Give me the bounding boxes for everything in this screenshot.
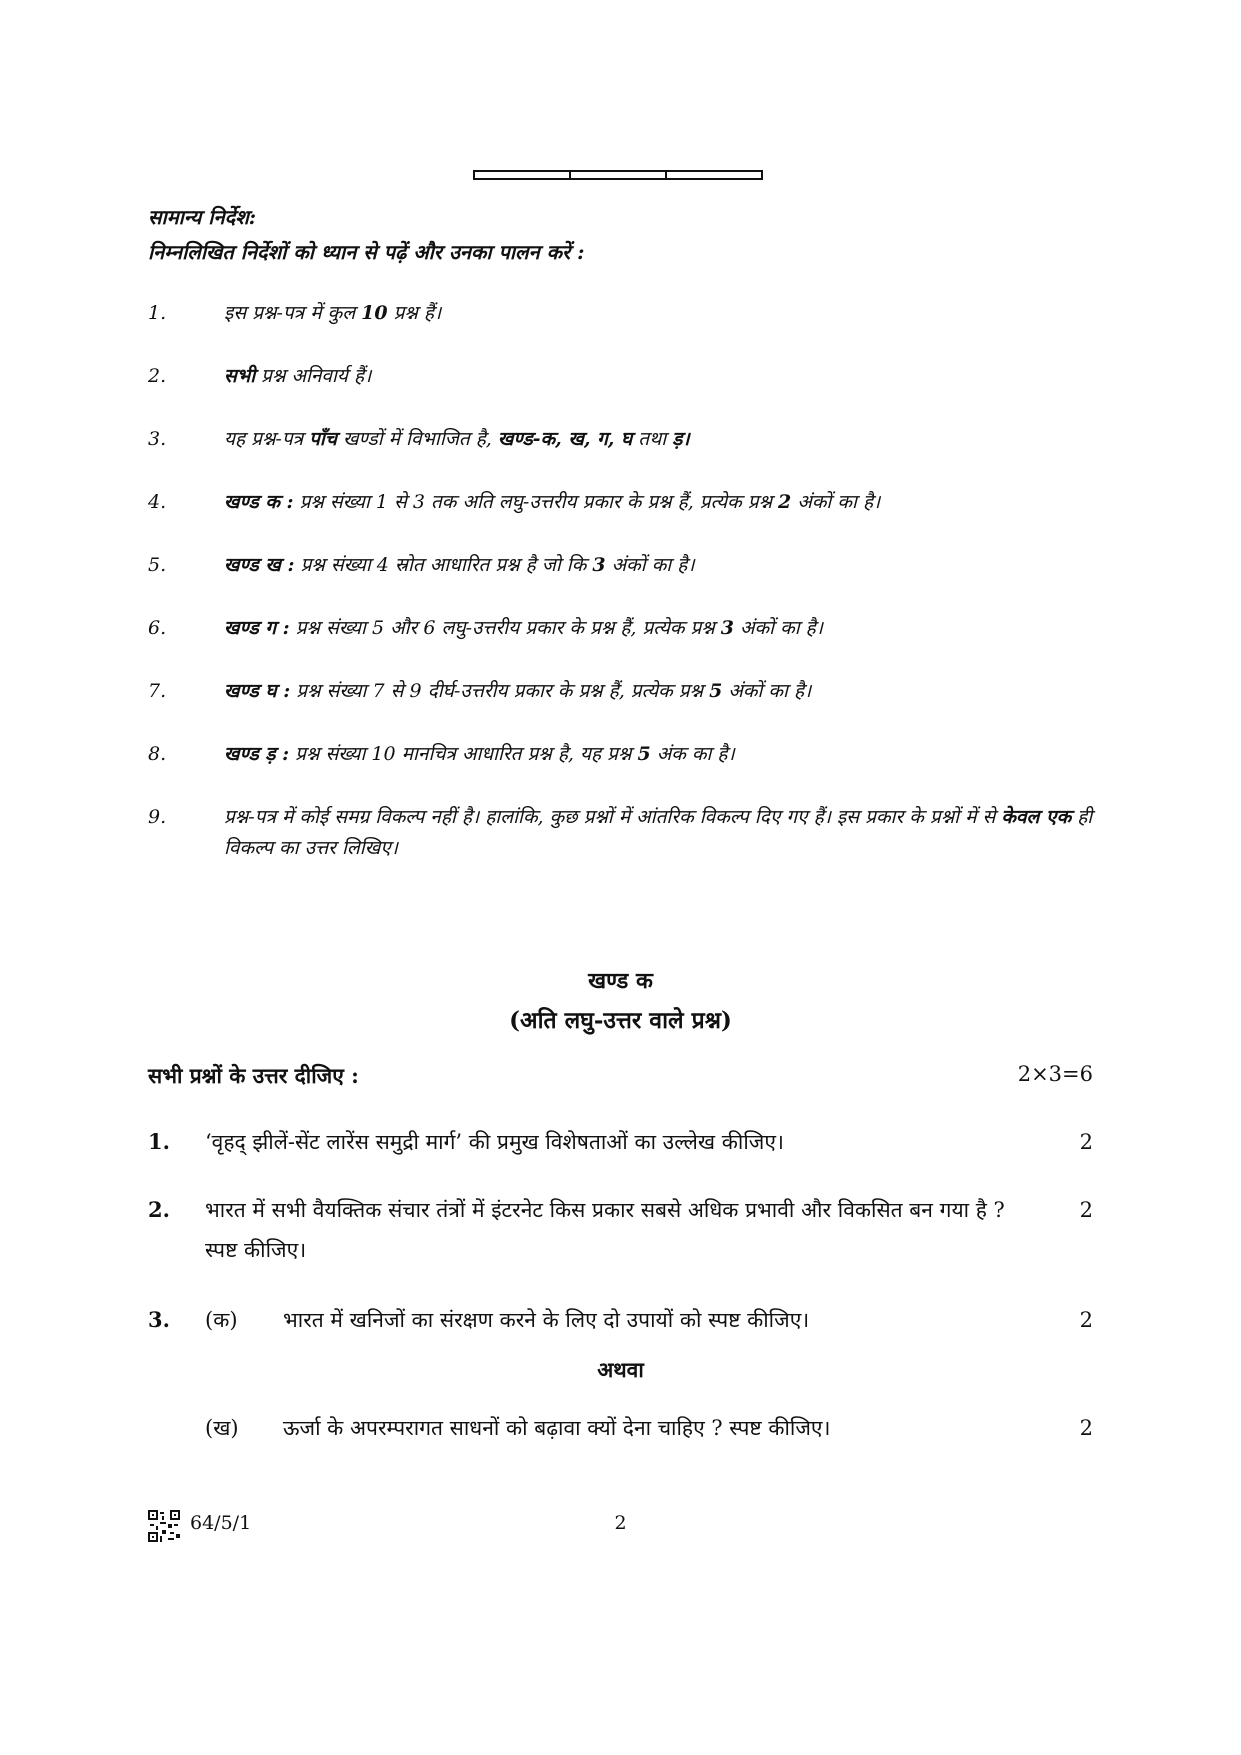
instruction-text-run: प्रश्न अनिवार्य हैं। (255, 365, 372, 387)
instruction-text-run: ही विकल्प का उत्तर लिखिए। (224, 806, 1093, 859)
instruction-number: 3. (148, 428, 167, 450)
question-number: 1. (148, 1129, 170, 1154)
instruction-text-run: खण्ड घ : (224, 680, 291, 702)
instruction-text (224, 802, 1098, 864)
question-2 (148, 1190, 1093, 1270)
page-number: 2 (614, 1512, 627, 1534)
instruction-text-run: 3 (720, 617, 734, 639)
instruction-text-run: अंकों का है। (605, 554, 695, 576)
question-marks: 2 (1079, 1130, 1093, 1154)
instruction-text-run: तथा (632, 428, 673, 450)
instruction-item (148, 424, 1098, 455)
instruction-number: 1. (148, 302, 167, 324)
instruction-number: 4. (148, 491, 167, 513)
question-3b (148, 1408, 1093, 1448)
instruction-text-run: 5 (637, 743, 651, 765)
answer-all-instruction: सभी प्रश्नों के उत्तर दीजिए : (148, 1063, 359, 1088)
instruction-text-run: खण्डों में विभाजित है, (336, 428, 498, 450)
instructions-list (148, 298, 1098, 896)
instruction-text-run: अंकों का है। (734, 617, 823, 639)
instruction-text-run: प्रश्न संख्या 5 और 6 लघु-उत्तरीय प्रकार के प्रश्न हैं, प्रत्येक प्रश्न (289, 617, 721, 639)
paper-code: 64/5/1 (190, 1512, 252, 1534)
instruction-text-run: खण्ड क : (224, 491, 294, 513)
question-1 (148, 1122, 1093, 1162)
question-marks: 2 (1079, 1198, 1093, 1222)
instruction-text-run: 2 (778, 491, 792, 513)
instruction-text-run: प्रश्न-पत्र में कोई समग्र विकल्प नहीं है। हालांकि, कुछ प्रश्नों में आंतरिक विकल्प दिए गए हैं। इस प्रकार के प्रश्नों में से (224, 806, 1002, 828)
instruction-text-run: अंक का है। (650, 743, 735, 765)
section-total-marks: 2×3=6 (1017, 1062, 1093, 1086)
instruction-text (224, 550, 1098, 581)
instruction-text-run: यह प्रश्न-पत्र (224, 428, 310, 450)
section-title: खण्ड क (588, 968, 653, 994)
instruction-number: 9. (148, 806, 167, 828)
or-label: अथवा (597, 1357, 644, 1382)
question-text: भारत में खनिजों का संरक्षण करने के लिए दो उपायों को स्पष्ट कीजिए। (283, 1308, 810, 1332)
question-number: 2. (148, 1197, 170, 1222)
question-marks: 2 (1079, 1308, 1093, 1332)
question-text: भारत में सभी वैयक्तिक संचार तंत्रों में इंटरनेट किस प्रकार सबसे अधिक प्रभावी और विकसित बन गया है ? स्पष्ट कीजिए। (205, 1198, 1005, 1262)
instruction-item (148, 802, 1098, 864)
instruction-text (224, 361, 1098, 392)
instruction-number: 5. (148, 554, 167, 576)
general-instructions-title: सामान्य निर्देश: (148, 205, 257, 229)
instruction-number: 7. (148, 680, 167, 702)
instruction-text-run: इस प्रश्न-पत्र में कुल (224, 302, 362, 324)
instruction-text-run: प्रश्न हैं। (387, 302, 442, 324)
instruction-item (148, 676, 1098, 707)
instruction-text-run: प्रश्न संख्या 4 स्रोत आधारित प्रश्न है जो कि (294, 554, 593, 576)
roll-number-boxes (473, 170, 763, 180)
instruction-text-run: प्रश्न संख्या 10 मानचित्र आधारित प्रश्न है, यह प्रश्न (289, 743, 638, 765)
instruction-text-run: 10 (361, 302, 388, 324)
instruction-text-run: सभी (224, 365, 256, 387)
instruction-text (224, 739, 1098, 770)
option-label: (क) (205, 1308, 238, 1332)
instruction-text (224, 424, 1098, 455)
instruction-text-run: अंकों का है। (791, 491, 881, 513)
instruction-text-run: खण्ड ग : (224, 617, 290, 639)
question-number: 3. (148, 1307, 170, 1332)
instruction-text-run: खण्ड ख : (224, 554, 295, 576)
instruction-text-run: खण्ड ड़ : (224, 743, 290, 765)
question-text: ‘वृहद् झीलें-सेंट लारेंस समुद्री मार्ग’ की प्रमुख विशेषताओं का उल्लेख कीजिए। (205, 1130, 784, 1154)
instruction-text (224, 676, 1098, 707)
section-subtitle: (अति लघु-उत्तर वाले प्रश्न) (509, 1007, 732, 1034)
instruction-number: 8. (148, 743, 167, 765)
instruction-number: 6. (148, 617, 167, 639)
instruction-number: 2. (148, 365, 167, 387)
roll-box (571, 172, 667, 178)
question-text: ऊर्जा के अपरम्परागत साधनों को बढ़ावा क्यों देना चाहिए ? स्पष्ट कीजिए। (283, 1416, 831, 1440)
instruction-text (224, 613, 1098, 644)
instruction-text-run: ड़। (672, 428, 690, 450)
instruction-text-run: केवल एक (1001, 806, 1072, 828)
instruction-text (224, 298, 1098, 329)
instruction-item (148, 298, 1098, 329)
roll-box (667, 172, 761, 178)
instruction-item (148, 487, 1098, 518)
option-label: (ख) (205, 1416, 239, 1440)
instruction-text-run: अंकों का है। (722, 680, 812, 702)
instruction-text-run: प्रश्न संख्या 7 से 9 दीर्घ-उत्तरीय प्रकार के प्रश्न हैं, प्रत्येक प्रश्न (290, 680, 710, 702)
instruction-item (148, 613, 1098, 644)
instruction-text-run: खण्ड-क, ख, ग, घ (497, 428, 633, 450)
instruction-text (224, 487, 1098, 518)
instruction-text-run: 5 (709, 680, 723, 702)
instruction-text-run: पाँच (309, 428, 337, 450)
general-instructions-subtitle: निम्नलिखित निर्देशों को ध्यान से पढ़ें और उनका पालन करें : (148, 240, 585, 264)
instruction-text-run: प्रश्न संख्या 1 से 3 तक अति लघु-उत्तरीय प्रकार के प्रश्न हैं, प्रत्येक प्रश्न (293, 491, 779, 513)
question-3a (148, 1300, 1093, 1340)
question-marks: 2 (1079, 1416, 1093, 1440)
instruction-item (148, 739, 1098, 770)
instruction-text-run: 3 (592, 554, 606, 576)
roll-box (475, 172, 571, 178)
instruction-item (148, 361, 1098, 392)
instruction-item (148, 550, 1098, 581)
